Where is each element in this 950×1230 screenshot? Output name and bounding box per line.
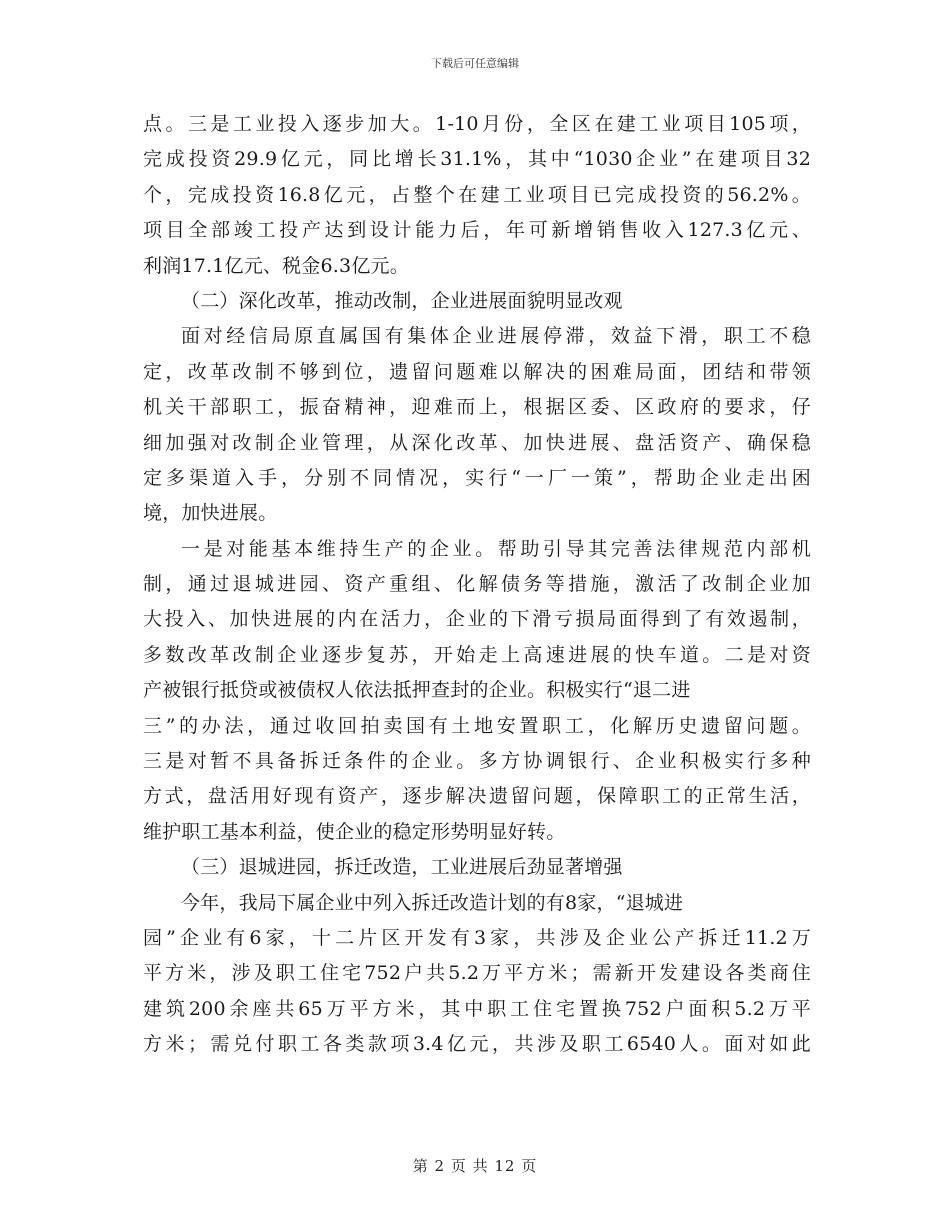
page-footer: 第 2 页 共 12 页	[412, 1157, 538, 1175]
text-line: 机关干部职工，振奋精神，迎难而上，根据区委、区政府的要求，仔	[143, 396, 811, 419]
text-line: 利润17.1亿元、税金6.3亿元。	[143, 254, 409, 277]
page-header: 下载后可任意编辑	[431, 57, 519, 70]
text-line: 一是对能基本维持生产的企业。帮助引导其完善法律规范内部机	[181, 537, 811, 560]
text-line: 维护职工基本利益，使企业的稳定形势明显好转。	[143, 820, 566, 843]
text-line: 境，加快进展。	[143, 502, 278, 525]
text-line: 定，改革改制不够到位，遗留问题难以解决的困难局面，团结和带领	[143, 360, 811, 383]
text-line: 产被银行抵贷或被债权人依法抵押查封的企业。积极实行“退二进	[143, 679, 691, 702]
text-line: 三是对暂不具备拆迁条件的企业。多方协调银行、企业积极实行多种	[143, 750, 811, 773]
text-line: 面对经信局原直属国有集体企业进展停滞，效益下滑，职工不稳	[181, 325, 811, 348]
text-line: 个，完成投资16.8亿元，占整个在建工业项目已完成投资的56.2%。	[143, 183, 811, 206]
text-line: 三”的办法，通过收回拍卖国有土地安置职工，化解历史遗留问题。	[143, 714, 811, 737]
text-line: 方式，盘活用好现有资产，逐步解决遗留问题，保障职工的正常生活，	[143, 785, 811, 808]
document-body	[143, 107, 811, 1063]
text-line: 完成投资29.9亿元，同比增长31.1%，其中“1030企业”在建项目32	[143, 148, 811, 171]
text-line: 今年，我局下属企业中列入拆迁改造计划的有8家，“退城进	[181, 891, 684, 914]
text-line: 细加强对改制企业管理，从深化改革、加快进展、盘活资产、确保稳	[143, 431, 811, 454]
text-line: 平方米，涉及职工住宅752户共5.2万平方米；需新开发建设各类商住	[143, 962, 811, 985]
text-line: 制，通过退城进园、资产重组、化解债务等措施，激活了改制企业加	[143, 573, 811, 596]
text-line: 方米；需兑付职工各类款项3.4亿元，共涉及职工6540人。面对如此	[143, 1033, 811, 1056]
text-line: 定多渠道入手，分别不同情况，实行“一厂一策”，帮助企业走出困	[143, 466, 811, 489]
section-heading: （三）退城进园，拆迁改造，工业进展后劲显著增强	[181, 856, 623, 879]
text-line: 项目全部竣工投产达到设计能力后，年可新增销售收入127.3亿元、	[143, 219, 811, 242]
text-line: 园”企业有6家，十二片区开发有3家，共涉及企业公产拆迁11.2万	[143, 926, 811, 949]
text-line: 大投入、加快进展的内在活力，企业的下滑亏损局面得到了有效遏制，	[143, 608, 811, 631]
text-line: 点。三是工业投入逐步加大。1-10月份，全区在建工业项目105项，	[143, 113, 811, 135]
section-heading: （二）深化改革，推动改制，企业进展面貌明显改观	[181, 289, 623, 312]
text-line: 多数改革改制企业逐步复苏，开始走上高速进展的快车道。二是对资	[143, 643, 811, 666]
text-line: 建筑200余座共65万平方米，其中职工住宅置换752户面积5.2万平	[143, 997, 811, 1020]
